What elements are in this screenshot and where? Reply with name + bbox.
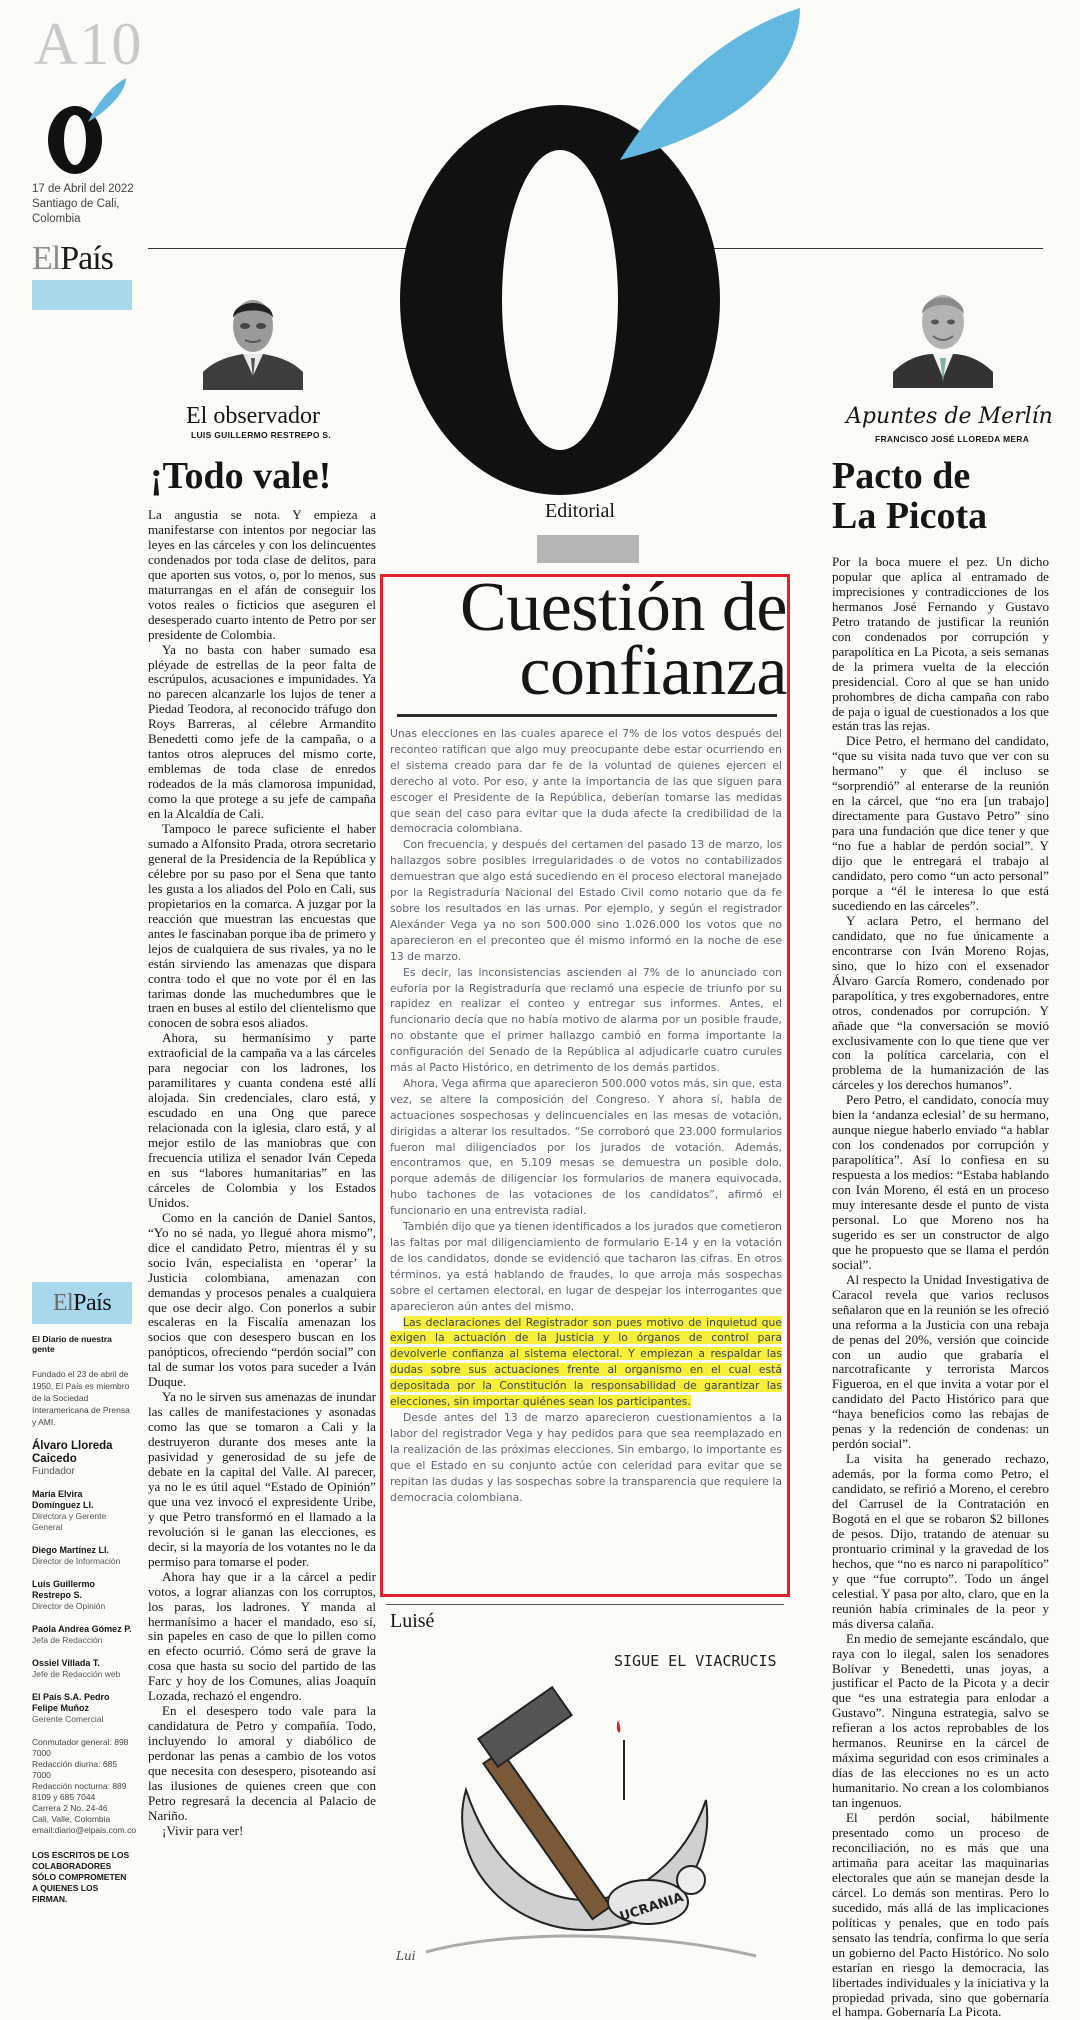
paragraph: Con frecuencia, y después del certamen del pasado 13 de marzo, los hallazgos sobre posibles irregularidades o de votos no contabilizados demuestran que algo está sucediendo en el proceso electoral manejado por la Registraduría Nacional del Estado Civil como notario que da fe sobre los resultados en las urnas. Por ejemplo, y según el registrador Alexánder Vega ya no son 500.000 sino 1.026.000 los votos que no aparecieron en el preconteo que él mismo informó en la noche de ese 13 de marzo. (390, 838, 782, 963)
cartoon-signature: Lui (396, 1949, 416, 1963)
cartoon-ukraine-label: UCRANIA (617, 1890, 686, 1925)
paragraph: Pero Petro, el candidato, conocía muy bien la ‘andanza eclesial’ de su hermano, aunque niegue haberlo enviado “a hablar con los condenados por corrupción y parapolítica”. Así lo confiesa en su respuesta a los medios: “Estaba hablando con Iván Moreno, él está en un proceso muy interesante desde el punto de vista personal. Lo que Moreno nos ha sugerido es ser un constructor de algo que he propuesto que se llama el perdón social”. (832, 1092, 1049, 1272)
o-accent-logo-large (370, 0, 810, 500)
editorial-title-line2: confianza (519, 633, 787, 710)
paragraph: En el desespero todo vale para la candidatura de Petro y compañía. Todo, incluyendo lo amoral y diabólico de perdonar las penas a cambio de los votos que necesita con desespero, pisoteando así las ilusiones de quienes creen que con Petro regresará la decencia al Palacio de Nariño. (148, 1703, 376, 1823)
paragraph: Por la boca muere el pez. Un dicho popular que aplica al entramado de imprecisiones y contradicciones de los hermanos José Fernando y Gustavo Petro tratando de justificar la reunión con condenados por corrupción y parapolítica en La Picota, a seis semanas de la primera vuelta de la elección presidencial. Coro al que se han unido prohombres de dicha campaña con rabo de paja o igual de cuestionados a los que están tras las rejas. (832, 554, 1049, 734)
headline-left: ¡Todo vale! (150, 455, 332, 497)
brand-logo (32, 242, 113, 276)
paragraph: Ahora hay que ir a la cárcel a pedir votos, a lograr alianzas con los corruptos, los paras, los ladrones. Y manda al hermanísimo a hacer el mandado, eso sí, sin papeles en caso de que lo pillen como en efecto ocurrió. Cómo será de grave la cosa que hasta su socio del partido de las Farc y hoy de los Comunes, alias Joaquín Lozada, rechazó el engendro. (148, 1568, 376, 1704)
paragraph: Desde antes del 13 de marzo aparecieron cuestionamientos a la labor del registrador Vega y hay pedidos para que sea reemplazado en la realización de las próximas elecciones. Sin embargo, lo importante es que el Estado en su conjunto actúe con celeridad para evitar que se repitan las dudas y las sospechas sobre la transparencia que requiere la democracia colombiana. (390, 1410, 782, 1504)
paragraph: En medio de semejante escándalo, que raya con lo ilegal, salen los senadores Bolívar y Benedetti, unas joyas, a justificar el Pacto de la Picota y a decir que “es una estrategia para enlodar a Gustavo”. Ninguna estrategia, salvo se refieran a los actos reprobables de los hermanos. Reunirse en la cárcel de máxima seguridad con esos criminales a días de las elecciones no es un acto humanitario. No crean a los colombianos tan ingenuos. (832, 1630, 1049, 1811)
cartoon-caption: SIGUE EL VIACRUCIS (614, 1652, 777, 1670)
paragraph: Ya no basta con haber sumado esa pléyade de estrellas de la peor falta de escrúpulos, acusaciones e impunidades. Ya no parecen alcanzarle los lujos de tener a Piedad Teodora, al reconocido tráfugo don Roys Barreras, al célebre Armandito Benedetti como jefe de la campaña, o a tantos otros alepruces del mismo corte, emblemas de toda clase de enredos rodeados de la más clamorosa impunidad, como la que protege a su jefe de campaña en la Alcaldía de Cali. (148, 641, 376, 822)
paragraph: Y aclara Petro, el hermano del candidato, que no fue únicamente a encontrarse con Iván Moreno Rojas, sino, que lo hizo con el exsenador Álvaro García Romero, condenado por parapolítica, y tres exgobernadores, entre otros, condenados por corrupción. Y añade que “la conversación se movió exclusivamente con lo que tiene que ver con la política carcelaria, con el problema de la humanización de las cárceles y los derechos humanos”. (832, 912, 1049, 1093)
masthead-founded: Fundado el 23 de abril de 1950, El País es miembro de la Sociedad Interamericana de Prensa y AMI. (32, 1369, 130, 1427)
masthead-staff-item: Ossiel Villada T. Jefe de Redacción web (32, 1658, 121, 1679)
highlighted-paragraph: Las declaraciones del Registrador son pues motivo de inquietud que exigen la actuación de la Justicia y lo órganos de control para devolverle confianza al sistema electoral. Y empiezan a respaldar las dudas sobre sus actuaciones frente al organismo en el cual está depositada por la Constitución la responsabilidad de garantizar las elecciones, sin importar quiénes sean los participantes. (390, 1315, 782, 1409)
masthead-contact: Conmutador general: 898 7000 Redacción diurna: 685 7000 Redacción nocturna: 889 8109 y 685 7044 Carrera 2 No. 24-46 Cali, Valle, Colombia email:diario@elpais.com.co (32, 1737, 137, 1835)
masthead-founder: Álvaro Lloreda Caicedo Fundador (32, 1440, 113, 1477)
cartoonist-name: Luisé (390, 1610, 435, 1632)
paragraph: Ahora, su hermanísimo y parte extraoficial de la campaña va a las cárceles para negociar con los ladrones, los paramilitares y cuanta condena esté allí alojada. Sin credenciales, claro está, y escudado en una Ong que parece relacionada con la iglesia, claro está, y al mejor estilo de las maniobras que con frecuencia utiliza el senador Iván Cepeda en sus “labores humanitarias” en las cárceles de Colombia y los Estados Unidos. (148, 1030, 376, 1210)
paragraph: Unas elecciones en las cuales aparece el 7% de los votos después del reconteo ratifican que algo muy preocupante debe estar ocurriendo en el sistema creado para dar fe de la voluntad de quienes ejercen el derecho al voto. Por eso, y ante la importancia de las que siguen para escoger el Presidente de la República, deberían tomarse las medidas que sean del caso para evitar que la duda afecte la credibilidad de la democracia colombiana. (390, 727, 782, 836)
paragraph: También dijo que ya tienen identificados a los jurados que cometieron las faltas por mal diligenciamiento de formulario E-14 y en la votación de los candidatos, donde se evidenció que tacharon las cifras. En otros términos, ya está hablando de fraudes, lo que arroja más sospechas sobre el certamen electoral, en lugar de despejar los interrogantes que aparecieron aún antes del mismo. (390, 1220, 783, 1313)
paragraph: El perdón social, hábilmente presentado como un proceso de reconciliación, no es más que una artimaña para aceitar las maquinarias electorales que aún se manejan desde la cárcel. Lo demás son mentiras. Pero lo sucedido, más allá de las implicaciones políticas y penales, que en todo país sensato las tendría, confirma lo que sería un gobierno del Pacto Histórico. No solo estarían en riesgo la democracia, las libertades individuales y la iniciativa y la propiedad privada, sino que gobernaría el hampa. Gobernaría La Picota. (832, 1810, 1049, 2020)
paragraph: Tampoco le parece suficiente el haber sumado a Alfonsito Prada, otrora secretario general de la Presidencia de la República y célebre por su paso por el Sena que tanto les gusta a los aliados del Polo en Cali, sus propietarios en la comarca. A juzgar por la reacción que muestran las encuestas que antes le fascinaban porque iba de primero y lejos de cualquiera de sus rivales, ya no le están sirviendo las amenazas que dispara contra todo el que no vote por él en las tarimas donde las muchedumbres que le traen en buses al estilo del clientelismo que conocen de sobra esos aliados. (148, 821, 376, 1031)
article-body-right (832, 554, 1049, 2020)
masthead-staff-item: Paola Andrea Gómez P. Jefa de Redacción (32, 1624, 132, 1645)
article-body-left (148, 508, 376, 1968)
headline-right (832, 456, 1042, 536)
columnist-name-right: FRANCISCO JOSÉ LLOREDA MERA (875, 434, 1030, 444)
paragraph: ¡Vivir para ver! (162, 1822, 244, 1838)
cartoon-divider (386, 1604, 784, 1605)
paragraph: Ya no le sirven sus amenazas de inundar las calles de manifestaciones y asonadas como las que se tomaron a Cali y la destruyeron durante dos meses ante la pasividad y generosidad de su jefe de debate en la capital del Valle. Al parecer, ya no le es útil aquel “Estado de Opinión” que una vez invocó el expresidente Uribe, y que Petro transformó en el llamado a la revolución si le ganan las elecciones, es decir, si la mayoría de los votantes no le da permiso para tomarse el poder. (148, 1389, 376, 1569)
masthead-staff-item: Diego Martínez Ll. Director de Información (32, 1545, 121, 1566)
paragraph: Dice Petro, el hermano del candidato, “que su visita nada tuvo que ver con su hermano” y que él incluso se “sorprendió” al enterarse de la reunión en la cárcel, que “no era [un trabajo] directamente para Gustavo Petro” sino para una fundación que dice tener y que “no fue a hablar de perdón social”. Y dijo que le entregará el trabajo al candidato, pero como “un acto personal” porque a “él le interesa lo que está sucediendo en las cárceles”. (832, 733, 1049, 913)
column-name-right: Apuntes de Merlín (846, 404, 1053, 429)
editorial-title-line1: Cuestión de (460, 569, 787, 646)
columnist-photo-right (893, 278, 993, 388)
paragraph: Ahora, Vega afirma que aparecieron 500.000 votos más, sin que, esta vez, se altere la composición del Congreso. Y ahora sí, habla de actuaciones sospechosas y delincuenciales en las mesas de votación, dirigidas a alterar los resultados. “Se corroboró que 23.000 formularios fueron mal diligenciados por los jurados de votación. Además, encontramos que, en 5.109 mesas se demuestra un posible dolo, porque además de diligenciar los formularios de manera equivocada, hubo tachones de las votaciones de los candidatos”, afirmó el funcionario en una entrevista radial. (390, 1076, 782, 1218)
masthead-email-link[interactable]: email:diario@elpais.com.co (32, 1825, 137, 1835)
o-accent-logo-small (30, 70, 140, 180)
editorial-cartoon (386, 1630, 786, 1970)
masthead-staff-item: María Elvira Domínguez Ll. Directora y Gerente General (32, 1489, 107, 1532)
masthead-tagline: El Diario de nuestra gente (32, 1334, 112, 1354)
paragraph: La angustia se nota. Y empieza a manifestarse con intentos por negociar las leyes en las cárceles y con los delincuentes condenados por toda clase de delitos, para que aporten sus votos, o, por lo menos, sus maturrangas en el afán de conseguir los votos reales o ficticios que aseguren el desesperado cuarto intento de Petro por ser presidente de Colombia. (148, 507, 376, 642)
paragraph: Al respecto la Unidad Investigativa de Caracol revela que varios reclusos señalaron que en la reunión se les ofreció una reforma a la Justicia con una rebaja de penas del 20%, versión que coincide con un audio que grabaría el narcotraficante y terrorista Marcos Figueroa, en el que invita a votar por el candidato del Pacto Histórico para que “haya beneficios como las rebajas de penas y la redención de condenas: un perdón social”. (832, 1271, 1049, 1452)
masthead-staff-item: El País S.A. Pedro Felipe Muñoz Gerente Comercial (32, 1692, 110, 1724)
brand-name-part1: El (32, 240, 61, 277)
columnist-name-left: LUIS GUILLERMO RESTREPO S. (191, 430, 332, 440)
section-color-bar (537, 535, 639, 563)
page-number: A10 (34, 11, 144, 77)
publication-date: 17 de Abril del 2022 Santiago de Cali, Colombia (32, 183, 134, 225)
headline-right-line1: Pacto de (832, 455, 971, 497)
paragraph: La visita ha generado rechazo, además, por la forma como Petro, el candidato, se refirió a Moreno, el cerebro del Carrusel de la Contratación en Bogotá en el que se robaron $2 billones de pesos. Dijo, tratando de atenuar su prontuario criminal y la gravedad de los hechos, que “no es narco ni parapolítico” y que “fue corrupto”. Todo un ángel celestial. Y pasa por alto, claro, que en la reunión había criminales de la peor y más diversa calaña. (832, 1451, 1049, 1631)
masthead-logo: ElPaís (32, 1282, 132, 1324)
paragraph: Es decir, las inconsistencias ascienden al 7% de lo anunciado con euforia por la Registraduría que reclamó una especie de triunfo por su rapidez en realizar el conteo y entregar sus informes. Antes, el funcionario decía que no había motivo de alarma por un posible fraude, no obstante que el primer hallazgo cambió en forma importante la configuración del Senado de la República al adjudicarle cuatro curules más al Pacto Histórico, en detrimento de los demás partidos. (390, 965, 782, 1075)
paragraph: Como en la canción de Daniel Santos, “Yo no sé nada, yo llegué ahora mismo”, dice el candidato Petro, mientras él y su socio Iván, especialista en ‘operar’ la Justicia colombiana, amenazan con demandas y procesos penales a cualquiera que ose decir algo. Con ponerlos a subir escaleras en la Fiscalía amenazan los socios que con desespero buscan en los panópticos, ofreciendo “perdón social” con tal de sumar los votos para suceder a Iván Duque. (148, 1209, 376, 1390)
editorial-title (412, 569, 787, 710)
column-name-left: El observador (186, 403, 320, 429)
editorial-body (390, 726, 782, 1588)
brand-name-part2: País (60, 240, 113, 277)
masthead-disclaimer: LOS ESCRITOS DE LOS COLABORADORES SÓLO COMPROMETEN A QUIENES LOS FIRMAN. (32, 1850, 130, 1904)
columnist-photo-left (203, 280, 303, 390)
section-label: Editorial (545, 500, 615, 522)
masthead-staff-item: Luis Guillermo Restrepo S. Director de Opinión (32, 1579, 106, 1611)
masthead (32, 1282, 137, 1905)
headline-right-line2: La Picota (832, 495, 988, 537)
editorial-title-divider (397, 714, 777, 717)
brand-color-bar (32, 280, 132, 310)
